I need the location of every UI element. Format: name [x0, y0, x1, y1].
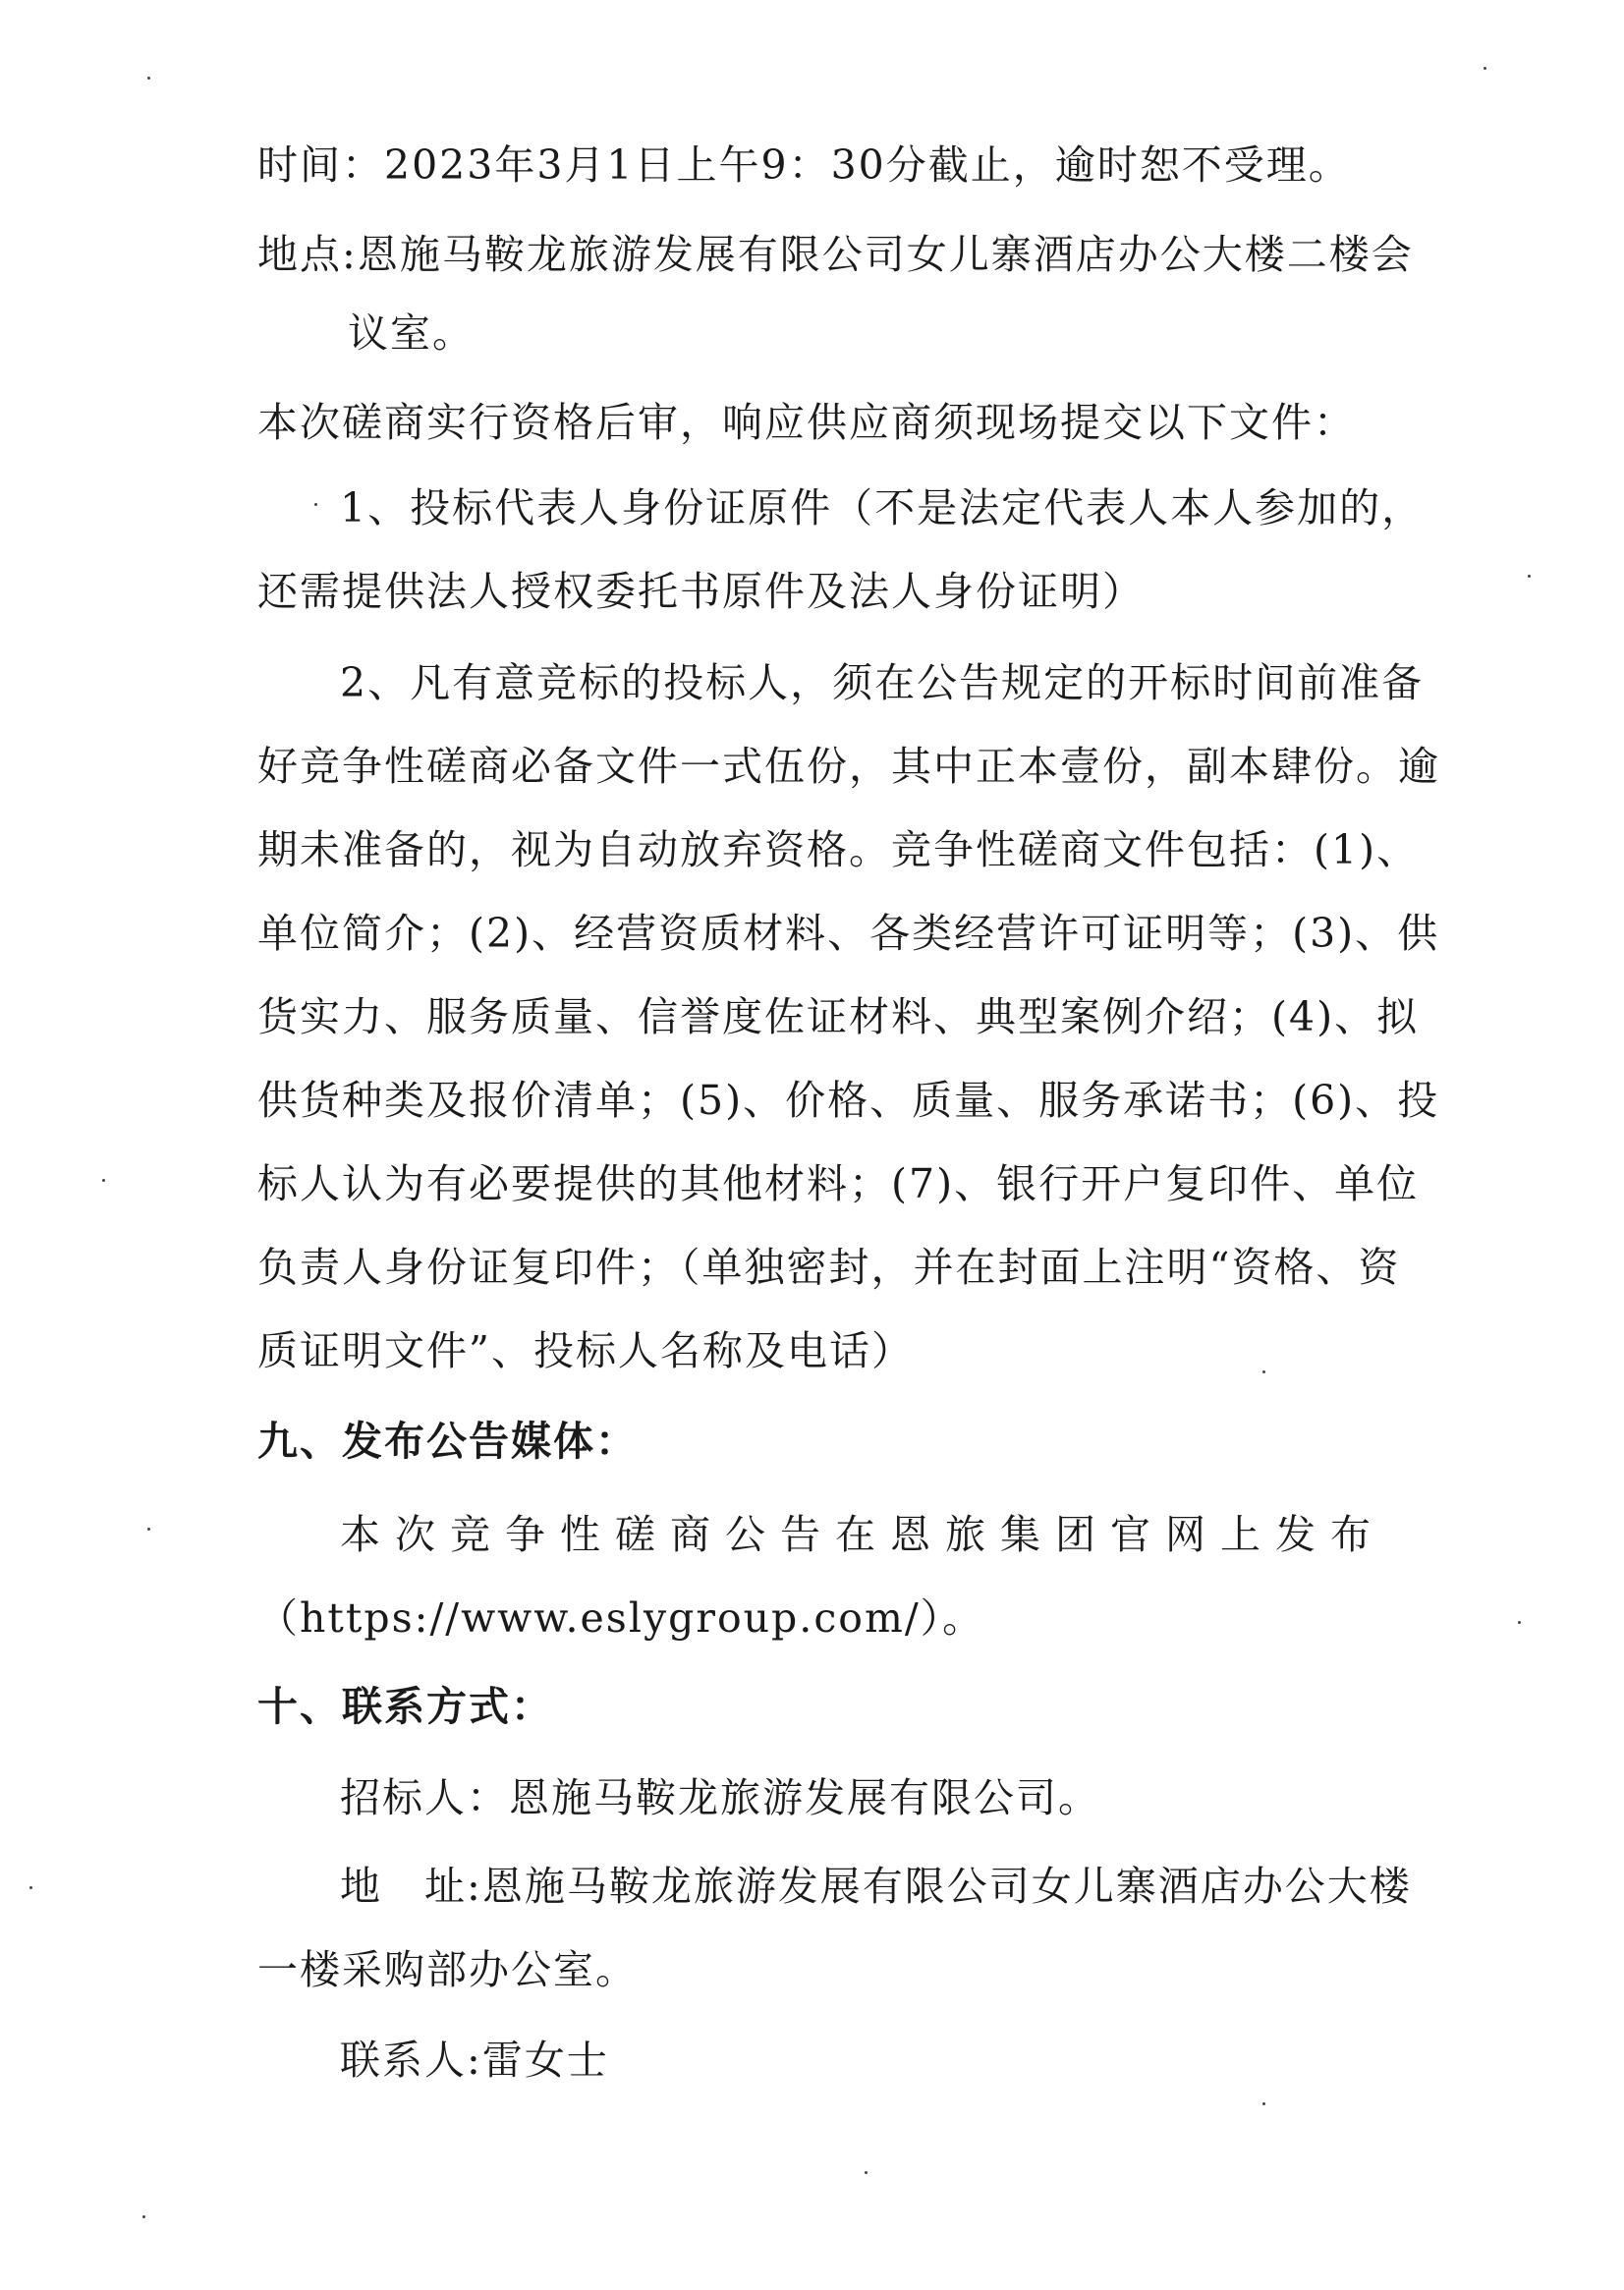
- address-line: 地 址:恩施马鞍龙旅游发展有限公司女儿寨酒店办公大楼: [340, 1863, 1412, 1910]
- scan-speck: [1262, 2102, 1265, 2105]
- scan-speck: [865, 2171, 868, 2174]
- media-url-line: （https://www.eslygroup.com/）。: [257, 1594, 985, 1642]
- scan-speck: [1484, 67, 1486, 70]
- scan-speck: [147, 1528, 150, 1531]
- section-9-heading: 九、发布公告媒体：: [257, 1418, 638, 1465]
- media-line: 本次竞争性磋商公告在恩旅集团官网上发布: [340, 1511, 1385, 1558]
- address-line-cont: 一楼采购部办公室。: [257, 1946, 638, 1993]
- location-line: 地点:恩施马鞍龙旅游发展有限公司女儿寨酒店办公大楼二楼会: [257, 231, 1414, 278]
- item-2-line-4: 单位简介；(2)、经营资质材料、各类经营许可证明等；(3)、供: [257, 910, 1440, 957]
- scan-speck: [1528, 575, 1531, 578]
- section-10-heading: 十、联系方式：: [257, 1683, 553, 1730]
- item-1-line: 1、投标代表人身份证原件（不是法定代表人本人参加的，: [340, 484, 1425, 531]
- item-2-line-7: 标人认为有必要提供的其他材料；(7)、银行开户复印件、单位: [257, 1160, 1420, 1207]
- item-2-line-6: 供货种类及报价清单；(5)、价格、质量、服务承诺书；(6)、投: [257, 1077, 1440, 1124]
- item-2-line-8: 负责人身份证复印件；（单独密封，并在封面上注明“资格、资: [257, 1244, 1401, 1291]
- qualification-intro: 本次磋商实行资格后审，响应供应商须现场提交以下文件：: [257, 399, 1356, 446]
- item-2-line-5: 货实力、服务质量、信誉度佐证材料、典型案例介绍；(4)、拟: [257, 993, 1420, 1040]
- item-2-line-9: 质证明文件”、投标人名称及电话）: [257, 1327, 914, 1374]
- tenderer-line: 招标人：恩施马鞍龙旅游发展有限公司。: [340, 1774, 1100, 1821]
- deadline-line: 时间：2023年3月1日上午9：30分截止，逾时恕不受理。: [257, 141, 1351, 189]
- item-1-line-cont: 还需提供法人授权委托书原件及法人身份证明）: [257, 568, 1145, 615]
- scan-speck: [102, 1179, 105, 1182]
- location-line-cont: 议室。: [348, 309, 475, 357]
- scan-speck: [1518, 1621, 1521, 1624]
- item-2-line: 2、凡有意竞标的投标人，须在公告规定的开标时间前准备: [340, 659, 1425, 706]
- scan-speck: [147, 77, 150, 80]
- scan-speck: [29, 1886, 32, 1889]
- item-2-line-3: 期未准备的，视为自动放弃资格。竞争性磋商文件包括：(1)、: [257, 826, 1420, 873]
- contact-person-line: 联系人:雷女士: [340, 2037, 609, 2084]
- scan-speck: [1262, 1370, 1265, 1373]
- scan-speck: [142, 2215, 145, 2218]
- scan-speck: [314, 503, 317, 506]
- item-2-line-2: 好竞争性磋商必备文件一式伍份，其中正本壹份，副本肆份。逾: [257, 743, 1440, 790]
